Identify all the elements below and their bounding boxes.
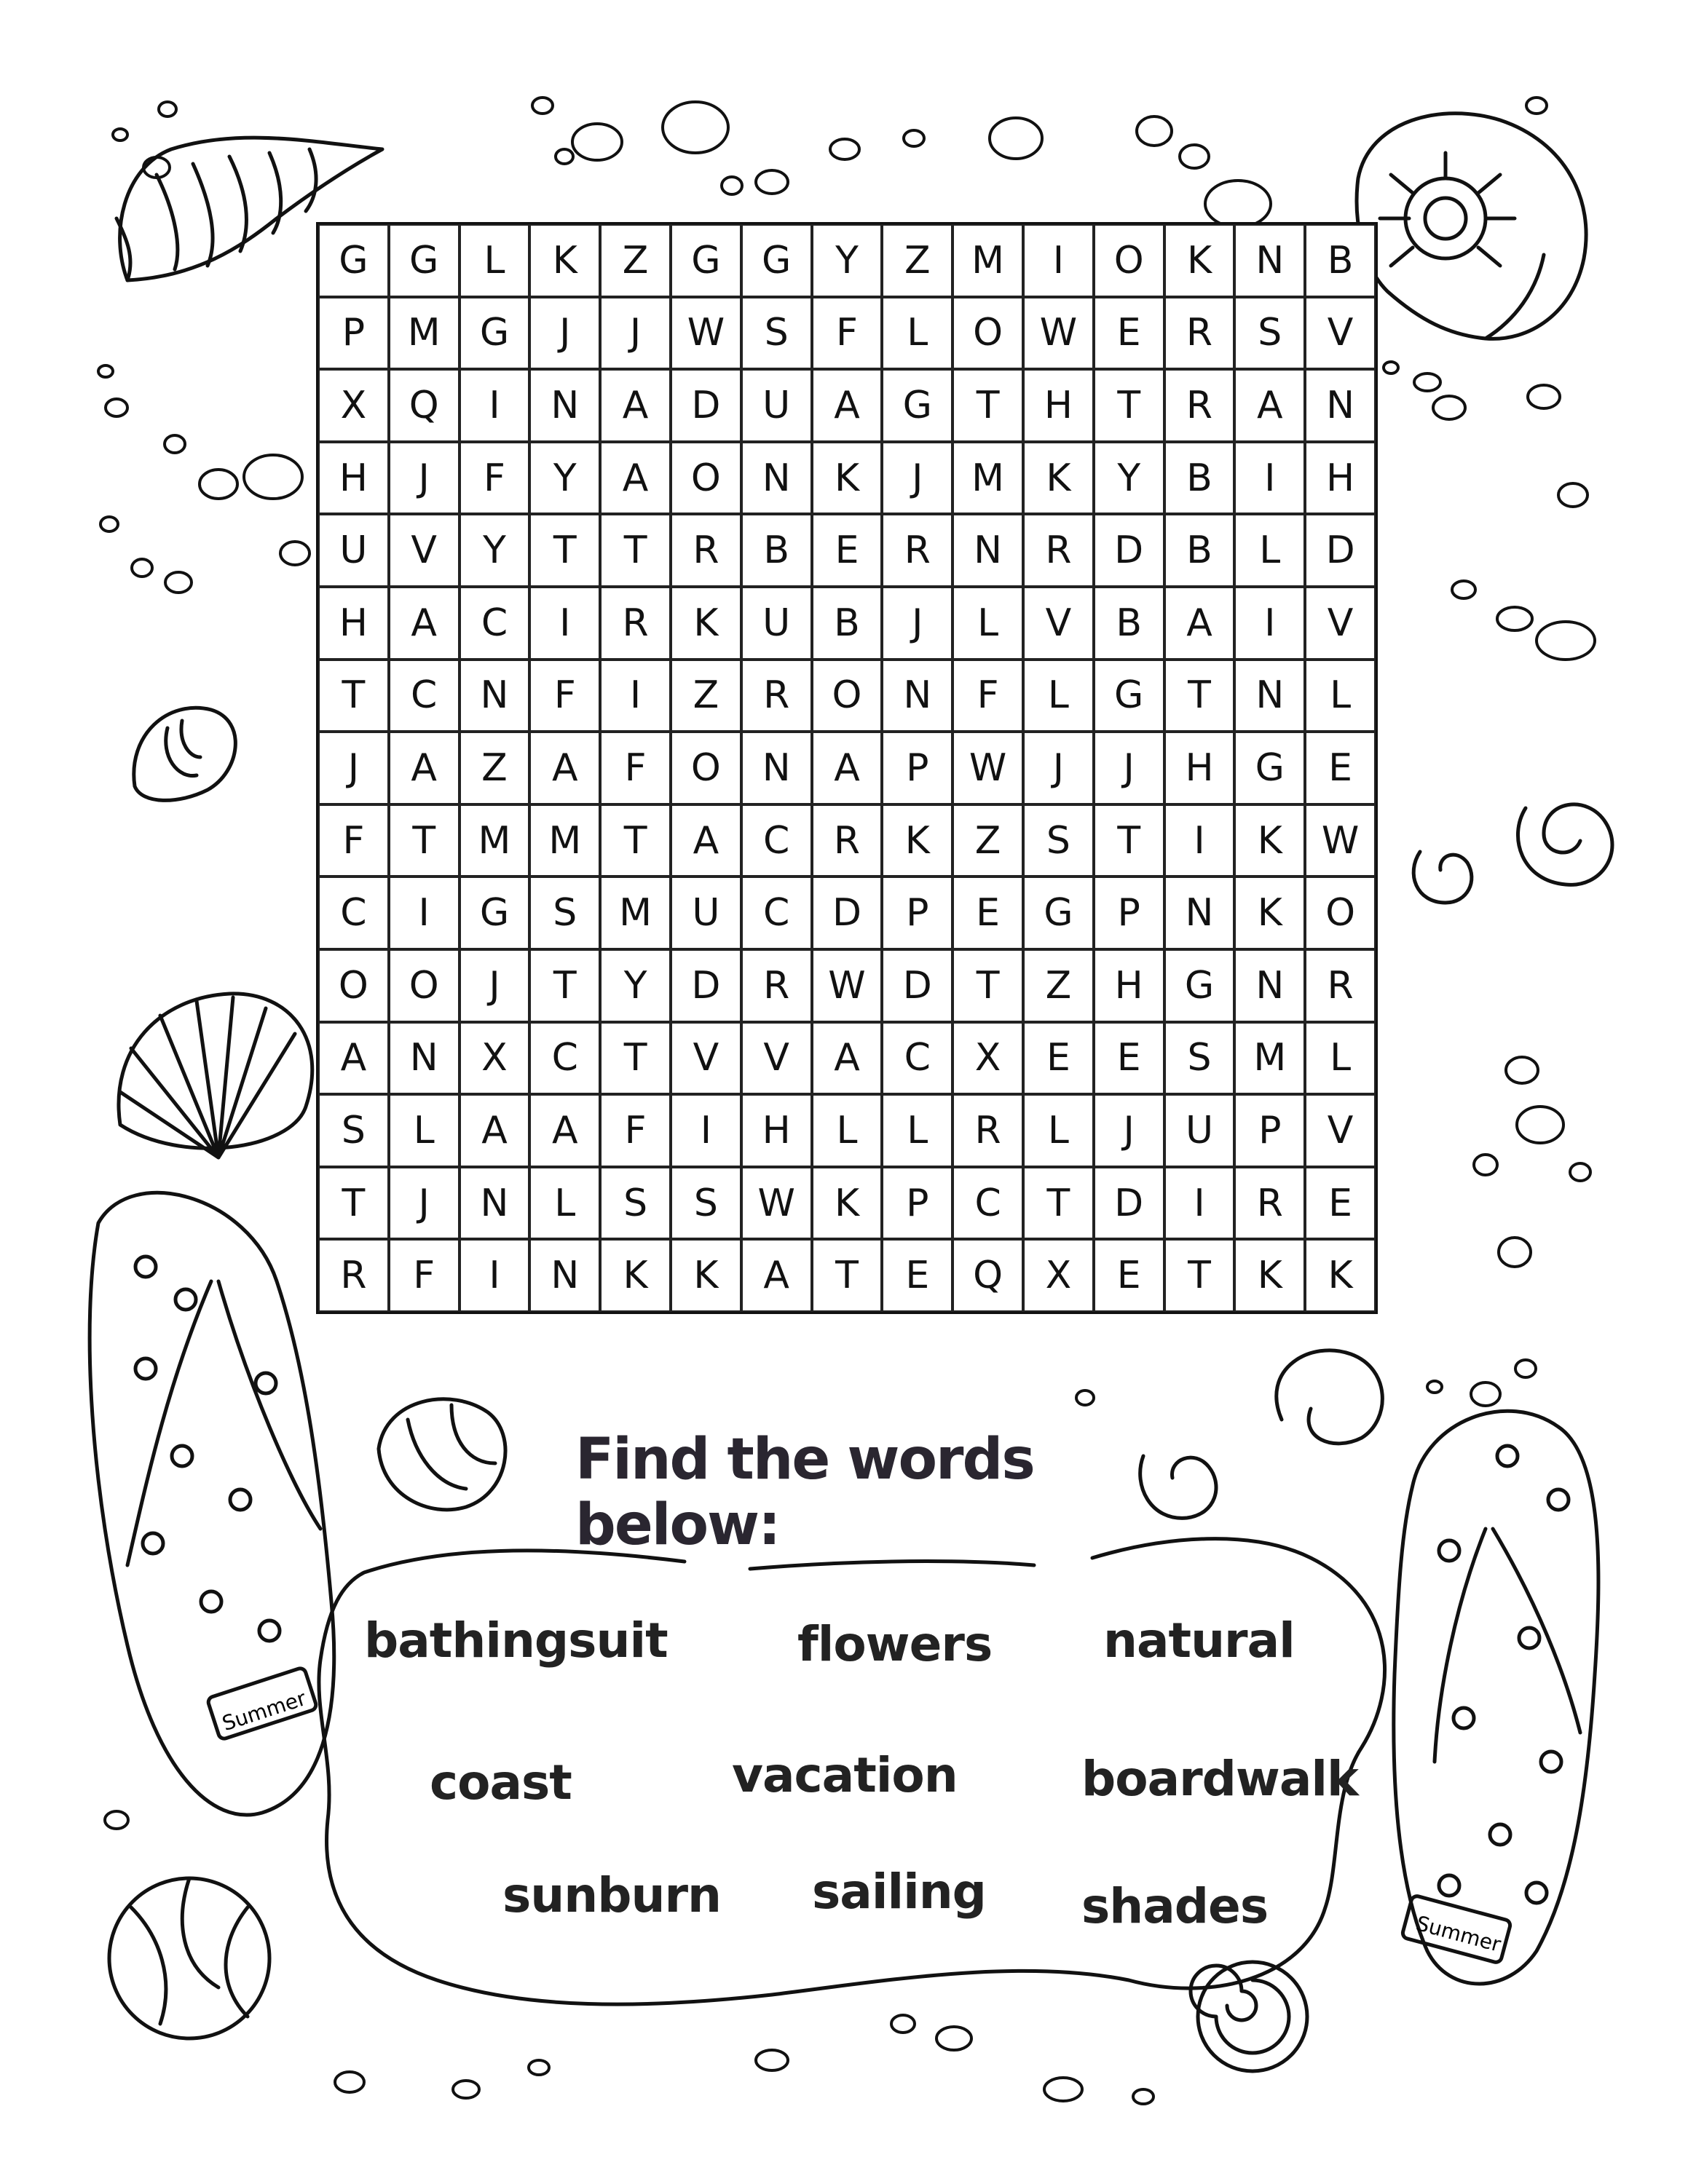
grid-cell[interactable]: A (741, 1239, 812, 1312)
flip-flop-right-icon (1394, 1411, 1598, 1984)
grid-cell[interactable]: A (600, 369, 671, 442)
grid-cell[interactable]: Y (812, 224, 883, 297)
grid-cell[interactable]: L (882, 297, 953, 370)
grid-cell[interactable]: G (318, 224, 389, 297)
grid-cell[interactable]: U (1164, 1094, 1235, 1167)
grid-cell[interactable]: Z (953, 804, 1023, 877)
word-vacation: vacation (732, 1747, 958, 1803)
grid-cell[interactable]: G (1023, 877, 1094, 949)
grid-cell[interactable]: K (1234, 1239, 1305, 1312)
grid-cell[interactable]: B (1094, 587, 1164, 660)
grid-cell[interactable]: I (671, 1094, 741, 1167)
grid-cell[interactable]: J (1094, 1094, 1164, 1167)
grid-cell[interactable]: G (389, 224, 460, 297)
bottom-left-shell-icon (109, 1878, 269, 2038)
grid-cell[interactable]: N (741, 732, 812, 804)
grid-cell[interactable]: V (389, 514, 460, 587)
grid-cell[interactable]: L (389, 1094, 460, 1167)
grid-cell[interactable]: M (953, 224, 1023, 297)
grid-cell[interactable]: K (529, 224, 600, 297)
grid-cell[interactable]: T (1023, 1167, 1094, 1240)
grid-cell[interactable]: E (1023, 1022, 1094, 1095)
grid-cell[interactable]: D (1094, 514, 1164, 587)
grid-cell[interactable]: C (529, 1022, 600, 1095)
grid-cell[interactable]: P (882, 877, 953, 949)
word-boardwalk: boardwalk (1081, 1751, 1358, 1807)
grid-cell[interactable]: C (882, 1022, 953, 1095)
grid-cell[interactable]: R (741, 660, 812, 732)
scallop-shell-icon (119, 994, 312, 1158)
grid-cell[interactable]: Y (1094, 442, 1164, 515)
grid-cell[interactable]: N (1305, 369, 1376, 442)
grid-cell[interactable]: I (529, 587, 600, 660)
grid-cell[interactable]: W (671, 297, 741, 370)
grid-cell[interactable]: D (671, 949, 741, 1022)
grid-cell[interactable]: U (741, 587, 812, 660)
grid-cell[interactable]: T (600, 804, 671, 877)
grid-cell[interactable]: B (741, 514, 812, 587)
grid-cell[interactable]: E (882, 1239, 953, 1312)
grid-cell[interactable]: H (1164, 732, 1235, 804)
grid-cell[interactable]: P (1094, 877, 1164, 949)
word-natural: natural (1103, 1613, 1295, 1669)
grid-cell[interactable]: A (318, 1022, 389, 1095)
grid-cell[interactable]: D (812, 877, 883, 949)
grid-cell[interactable]: O (318, 949, 389, 1022)
grid-cell[interactable]: R (1234, 1167, 1305, 1240)
grid-cell[interactable]: N (741, 442, 812, 515)
grid-cell[interactable]: F (812, 297, 883, 370)
grid-cell[interactable]: G (741, 224, 812, 297)
grid-cell[interactable]: R (600, 587, 671, 660)
grid-cell[interactable]: B (1164, 514, 1235, 587)
grid-cell[interactable]: K (1164, 224, 1235, 297)
grid-cell[interactable]: I (389, 877, 460, 949)
nautilus-shell-icon (1357, 114, 1586, 339)
grid-cell[interactable]: D (1305, 514, 1376, 587)
grid-cell[interactable]: J (882, 442, 953, 515)
grid-cell[interactable]: X (1023, 1239, 1094, 1312)
grid-cell[interactable]: I (1164, 804, 1235, 877)
grid-cell[interactable]: F (318, 804, 389, 877)
grid-cell[interactable]: M (389, 297, 460, 370)
grid-cell[interactable]: P (882, 732, 953, 804)
grid-cell[interactable]: O (1094, 224, 1164, 297)
grid-cell[interactable]: P (1234, 1094, 1305, 1167)
grid-cell[interactable]: L (460, 224, 530, 297)
grid-cell[interactable]: J (318, 732, 389, 804)
grid-cell[interactable]: S (529, 877, 600, 949)
grid-cell[interactable]: K (812, 442, 883, 515)
grid-cell[interactable]: O (671, 732, 741, 804)
grid-cell[interactable]: J (389, 442, 460, 515)
flip-flop-left-label: Summer (219, 1686, 309, 1736)
grid-cell[interactable]: L (812, 1094, 883, 1167)
grid-cell[interactable]: Q (389, 369, 460, 442)
grid-cell[interactable]: F (460, 442, 530, 515)
grid-cell[interactable]: C (741, 804, 812, 877)
grid-cell[interactable]: K (671, 587, 741, 660)
grid-cell[interactable]: H (318, 587, 389, 660)
grid-cell[interactable]: C (460, 587, 530, 660)
grid-cell[interactable]: N (882, 660, 953, 732)
grid-cell[interactable]: N (1234, 224, 1305, 297)
grid-cell[interactable]: H (1023, 369, 1094, 442)
grid-cell[interactable]: E (1094, 297, 1164, 370)
grid-cell[interactable]: A (529, 732, 600, 804)
grid-cell[interactable]: U (318, 514, 389, 587)
spiral-icon (1413, 804, 1612, 903)
grid-cell[interactable]: R (812, 804, 883, 877)
grid-cell[interactable]: R (953, 1094, 1023, 1167)
word-coast: coast (430, 1754, 572, 1811)
grid-cell[interactable]: E (1305, 1167, 1376, 1240)
grid-cell[interactable]: P (882, 1167, 953, 1240)
grid-cell[interactable]: D (1094, 1167, 1164, 1240)
grid-cell[interactable]: T (1094, 369, 1164, 442)
grid-cell[interactable]: W (1023, 297, 1094, 370)
grid-cell[interactable]: S (671, 1167, 741, 1240)
grid-cell[interactable]: R (882, 514, 953, 587)
grid-cell[interactable]: N (1164, 877, 1235, 949)
grid-cell[interactable]: W (741, 1167, 812, 1240)
grid-cell[interactable]: S (1164, 1022, 1235, 1095)
grid-cell[interactable]: M (529, 804, 600, 877)
grid-cell[interactable]: R (1164, 369, 1235, 442)
grid-cell[interactable]: A (1234, 369, 1305, 442)
grid-cell[interactable]: L (1305, 1022, 1376, 1095)
grid-cell[interactable]: R (318, 1239, 389, 1312)
grid-cell[interactable]: G (460, 877, 530, 949)
grid-cell[interactable]: K (1305, 1239, 1376, 1312)
grid-cell[interactable]: L (953, 587, 1023, 660)
grid-cell[interactable]: O (812, 660, 883, 732)
grid-cell[interactable]: T (529, 514, 600, 587)
grid-cell[interactable]: L (1305, 660, 1376, 732)
word-sailing: sailing (812, 1864, 986, 1920)
grid-cell[interactable]: K (1234, 877, 1305, 949)
grid-cell[interactable]: L (882, 1094, 953, 1167)
grid-cell[interactable]: O (389, 949, 460, 1022)
grid-cell[interactable]: E (953, 877, 1023, 949)
grid-cell[interactable]: K (671, 1239, 741, 1312)
grid-cell[interactable]: J (529, 297, 600, 370)
grid-cell[interactable]: F (389, 1239, 460, 1312)
grid-cell[interactable]: J (882, 587, 953, 660)
grid-cell[interactable]: V (1023, 587, 1094, 660)
grid-cell[interactable]: J (460, 949, 530, 1022)
grid-cell[interactable]: R (1164, 297, 1235, 370)
grid-cell[interactable]: F (953, 660, 1023, 732)
grid-cell[interactable]: J (600, 297, 671, 370)
grid-cell[interactable]: N (1234, 660, 1305, 732)
grid-cell[interactable]: N (460, 1167, 530, 1240)
grid-cell[interactable]: J (389, 1167, 460, 1240)
grid-cell[interactable]: F (600, 1094, 671, 1167)
instructions-heading: Find the words below: (575, 1427, 1034, 1558)
grid-cell[interactable]: N (953, 514, 1023, 587)
grid-cell[interactable]: S (1234, 297, 1305, 370)
grid-cell[interactable]: E (1094, 1239, 1164, 1312)
word-flowers: flowers (797, 1616, 993, 1672)
grid-cell[interactable]: U (741, 369, 812, 442)
grid-cell[interactable]: Z (882, 224, 953, 297)
grid-cell[interactable]: R (671, 514, 741, 587)
grid-cell[interactable]: O (1305, 877, 1376, 949)
grid-cell[interactable]: A (812, 369, 883, 442)
grid-cell[interactable]: T (600, 1022, 671, 1095)
grid-cell[interactable]: Y (460, 514, 530, 587)
grid-cell[interactable]: T (389, 804, 460, 877)
grid-cell[interactable]: A (460, 1094, 530, 1167)
grid-cell[interactable]: L (1023, 660, 1094, 732)
grid-cell[interactable]: R (1023, 514, 1094, 587)
grid-cell[interactable]: I (1234, 587, 1305, 660)
grid-cell[interactable]: H (1305, 442, 1376, 515)
grid-cell[interactable]: T (1164, 660, 1235, 732)
grid-cell[interactable]: V (1305, 587, 1376, 660)
grid-cell[interactable]: T (953, 949, 1023, 1022)
grid-cell[interactable]: Z (600, 224, 671, 297)
grid-cell[interactable]: J (1094, 732, 1164, 804)
grid-cell[interactable]: T (812, 1239, 883, 1312)
grid-cell[interactable]: I (1234, 442, 1305, 515)
grid-cell[interactable]: M (460, 804, 530, 877)
grid-cell[interactable]: K (1023, 442, 1094, 515)
word-bathingsuit: bathingsuit (364, 1613, 668, 1669)
grid-cell[interactable]: G (1164, 949, 1235, 1022)
grid-cell[interactable]: A (671, 804, 741, 877)
grid-cell[interactable]: G (882, 369, 953, 442)
grid-cell[interactable]: I (1023, 224, 1094, 297)
grid-cell[interactable]: M (600, 877, 671, 949)
flip-flop-right-label: Summer (1413, 1911, 1504, 1957)
word-search-grid (316, 222, 1378, 1314)
grid-cell[interactable]: Z (1023, 949, 1094, 1022)
grid-cell[interactable]: C (389, 660, 460, 732)
grid-cell[interactable]: H (318, 442, 389, 515)
grid-cell[interactable]: A (389, 587, 460, 660)
grid-cell[interactable]: A (529, 1094, 600, 1167)
grid-cell[interactable]: N (1234, 949, 1305, 1022)
grid-cell[interactable]: F (600, 732, 671, 804)
grid-cell[interactable]: I (460, 369, 530, 442)
grid-cell[interactable]: T (318, 660, 389, 732)
grid-cell[interactable]: F (529, 660, 600, 732)
grid-cell[interactable]: Z (460, 732, 530, 804)
grid-cell[interactable]: S (600, 1167, 671, 1240)
grid-cell[interactable]: O (671, 442, 741, 515)
grid-cell[interactable]: Z (671, 660, 741, 732)
grid-cell[interactable]: L (1023, 1094, 1094, 1167)
grid-cell[interactable]: C (953, 1167, 1023, 1240)
grid-cell[interactable]: X (318, 369, 389, 442)
grid-cell[interactable]: M (1234, 1022, 1305, 1095)
grid-cell[interactable]: T (529, 949, 600, 1022)
grid-cell[interactable]: W (812, 949, 883, 1022)
grid-cell[interactable]: W (1305, 804, 1376, 877)
grid-cell[interactable]: B (1305, 224, 1376, 297)
grid-cell[interactable]: A (812, 1022, 883, 1095)
grid-cell[interactable]: X (460, 1022, 530, 1095)
grid-cell[interactable]: H (741, 1094, 812, 1167)
grid-cell[interactable]: N (529, 1239, 600, 1312)
grid-cell[interactable]: T (1094, 804, 1164, 877)
word-shades: shades (1081, 1878, 1269, 1934)
grid-cell[interactable]: H (1094, 949, 1164, 1022)
grid-cell[interactable]: L (1234, 514, 1305, 587)
grid-cell[interactable]: C (318, 877, 389, 949)
grid-cell[interactable]: V (1305, 297, 1376, 370)
flip-flop-left-icon (90, 1192, 334, 1815)
grid-cell[interactable]: I (1164, 1167, 1235, 1240)
grid-cell[interactable]: D (671, 369, 741, 442)
grid-cell[interactable]: N (460, 660, 530, 732)
grid-cell[interactable]: E (1094, 1022, 1164, 1095)
grid-cell[interactable]: N (529, 369, 600, 442)
grid-cell[interactable]: A (389, 732, 460, 804)
grid-cell[interactable]: K (882, 804, 953, 877)
grid-cell[interactable]: T (1164, 1239, 1235, 1312)
grid-cell[interactable]: R (1305, 949, 1376, 1022)
grid-cell[interactable]: N (389, 1022, 460, 1095)
grid-cell[interactable]: A (600, 442, 671, 515)
grid-cell[interactable]: G (1094, 660, 1164, 732)
grid-cell[interactable]: G (1234, 732, 1305, 804)
grid-cell[interactable]: Q (953, 1239, 1023, 1312)
grid-cell[interactable]: C (741, 877, 812, 949)
grid-cell[interactable]: M (953, 442, 1023, 515)
grid-cell[interactable]: G (671, 224, 741, 297)
grid-cell[interactable]: X (953, 1022, 1023, 1095)
grid-cell[interactable]: K (812, 1167, 883, 1240)
grid-cell[interactable]: S (1023, 804, 1094, 877)
grid-cell[interactable]: E (1305, 732, 1376, 804)
grid-cell[interactable]: S (318, 1094, 389, 1167)
grid-cell[interactable]: V (1305, 1094, 1376, 1167)
grid-cell[interactable]: W (953, 732, 1023, 804)
grid-cell[interactable]: T (318, 1167, 389, 1240)
grid-cell[interactable]: R (741, 949, 812, 1022)
grid-cell[interactable]: A (812, 732, 883, 804)
grid-cell[interactable]: K (1234, 804, 1305, 877)
word-sunburn: sunburn (502, 1867, 722, 1923)
grid-cell[interactable]: B (812, 587, 883, 660)
grid-cell[interactable]: B (1164, 442, 1235, 515)
grid-cell[interactable]: J (1023, 732, 1094, 804)
grid-cell[interactable]: K (600, 1239, 671, 1312)
grid-cell[interactable]: V (671, 1022, 741, 1095)
grid-cell[interactable]: A (1164, 587, 1235, 660)
grid-cell[interactable]: T (600, 514, 671, 587)
grid-cell[interactable]: I (460, 1239, 530, 1312)
small-shell-icon (134, 708, 236, 800)
grid-cell[interactable]: U (671, 877, 741, 949)
grid-cell[interactable]: I (600, 660, 671, 732)
grid-cell[interactable]: Y (529, 442, 600, 515)
grid-cell[interactable]: E (812, 514, 883, 587)
grid-cell[interactable]: O (953, 297, 1023, 370)
grid-cell[interactable]: G (460, 297, 530, 370)
grid-cell[interactable]: D (882, 949, 953, 1022)
grid-cell[interactable]: P (318, 297, 389, 370)
grid-cell[interactable]: V (741, 1022, 812, 1095)
grid-cell[interactable]: Y (600, 949, 671, 1022)
grid-cell[interactable]: L (529, 1167, 600, 1240)
grid-cell[interactable]: T (953, 369, 1023, 442)
grid-cell[interactable]: S (741, 297, 812, 370)
